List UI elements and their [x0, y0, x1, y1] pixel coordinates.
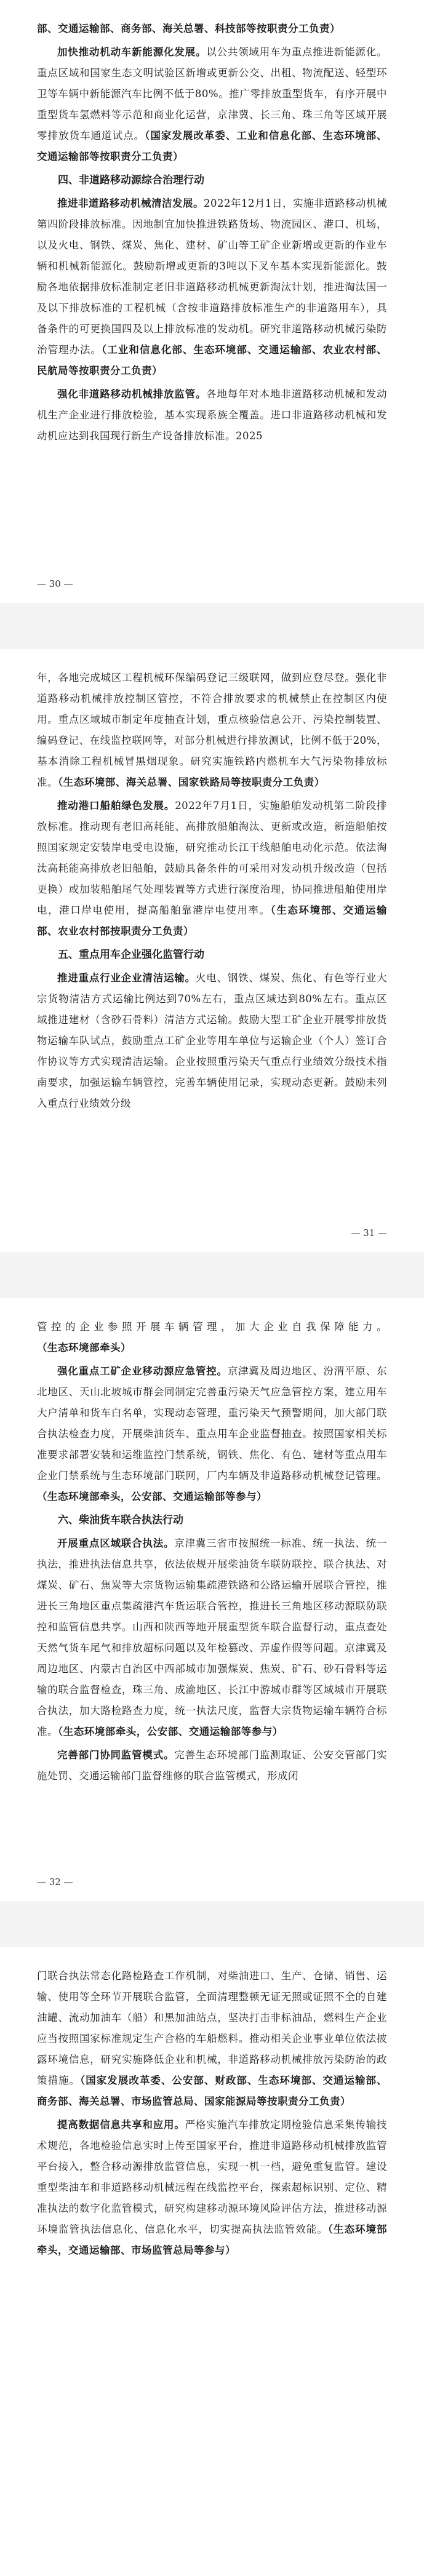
paragraph-lead: 强化重点工矿企业移动源应急管控。 — [57, 1365, 228, 1377]
page-number: — 30 — — [37, 578, 73, 589]
page-gap — [0, 603, 424, 649]
responsibility-note: 部、交通运输部、商务部、海关总署、科技部等按职责分工负责） — [37, 23, 340, 34]
paragraph — [37, 2115, 387, 2261]
responsibility-note: （生态环境部牵头，交通运输部、市场监管总局等参与） — [37, 2223, 388, 2256]
page-content — [37, 1317, 387, 1789]
paragraph-text: 2022年7月1日，实施船舶发动机第二阶段排放标准。推动现有老旧高耗能、高排放船舶淘汰、更新或改造，新造船舶按照国家规定安装岸电受电设施，研究推动长江干线船舶电动化示范。依法淘汰高耗能高排放老旧船舶，鼓励具备条件的可采用对发动机升级改造（包括更换）或加装船舶尾气处理装置等方式进行深度治理，协同推进船舶使用岸电，港口岸电使用，提高船舶靠港岸电使用率。 — [37, 800, 388, 916]
paragraph — [37, 796, 387, 942]
paragraph-lead: 推进非道路移动机械清洁发展。 — [57, 197, 204, 209]
responsibility-note: （生态环境部、交通运输部、农业农村部按职责分工负责） — [37, 904, 388, 937]
paragraph — [37, 1966, 387, 2112]
page-content — [37, 1966, 387, 2263]
paragraph-lead: 推动港口船舶绿色发展。 — [57, 800, 175, 811]
paragraph-text: 管控的企业参照开展车辆管理，加大企业自我保障能力。 — [37, 1321, 387, 1333]
paragraph-text: 以公共领域用车为重点推进新能源化。重点区域和国家生态文明试验区新增或更新公交、出租、物流配送、轻型环卫等车辆中新能源汽车比例不低于80%。推广零排放重型货车，有序开展中重型货车氢燃料等示范和商业化运营，京津冀、长三角、珠三角等区域开展零排放货车通道试点。 — [37, 46, 388, 142]
paragraph-text: 年，各地完成城区工程机械环保编码登记三级联网，做到应登尽登。强化非道路移动机械排放控制区管控，不符合排放要求的机械禁止在控制区内使用。重点区域城市制定年度抽查计划，重点核验信息公开、污染控制装置、编码登记、在线监控联网等，对部分机械进行排放测试，比例不低于20%，基本消除工程机械冒黑烟现象。研究实施铁路内燃机车大气污染物排放标准。 — [37, 672, 387, 788]
section-heading: 四、非道路移动源综合治理行动 — [58, 174, 204, 186]
page-content — [37, 668, 387, 1117]
responsibility-note: （国家发展改革委、工业和信息化部、生态环境部、交通运输部等按职责分工负责） — [37, 130, 387, 162]
page-gap — [0, 1252, 424, 1298]
paragraph — [37, 384, 387, 447]
paragraph-text: 火电、钢铁、煤炭、焦化、有色等行业大宗货物清洁方式运输比例达到70%左右，重点区域达到80%左右。重点区域推进建材（含砂石骨料）清洁方式运输。鼓励大型工矿企业开展零排放货物运输车队试点，鼓励重点工矿企业等用车单位与运输企业（个人）签订合作协议等方式实现清洁运输。企业按照重污染天气重点行业绩效分级技术指南要求，加强运输车辆管控，完善车辆使用记录，实现动态更新。鼓励未列入重点行业绩效分级 — [37, 972, 388, 1109]
paragraph — [37, 1745, 387, 1787]
paragraph-text: 严格实施汽车排放定期检验信息采集传输技术规范，各地检验信息实时上传至国家平台，推进非道路移动机械排放监管平台接入，整合移动源排放监管信息，实现一机一档，避免重复监管。建设重型柴油车和非道路移动机械远程在线监控平台，探索超标识别、定位、精准执法的数字化监管模式，研究构建移动源环境风险评估方法，推进移动源环境监管执法信息化、信息化水平，切实提高执法监管效能。 — [37, 2119, 388, 2235]
responsibility-note: （国家发展改革委、公安部、财政部、生态环境部、交通运输部、商务部、海关总署、市场监管总局、国家能源局等按职责分工负责） — [37, 2075, 387, 2107]
page-content — [37, 18, 387, 449]
paragraph — [37, 193, 387, 381]
paragraph — [37, 1533, 387, 1742]
document-page-32 — [0, 1298, 424, 1901]
paragraph-lead: 提高数据信息共享和应用。 — [57, 2119, 185, 2131]
paragraph-text: 京津冀三省市按照统一标准、统一执法、统一执法，推进执法信息共享，依法依规开展柴油货车联防联控、联合执法、对煤炭、矿石、焦炭等大宗货物运输集疏港铁路和公路运输开展联合管控，推进长三角地区重点集疏港汽车货运联合管控，推进长三角地区移动源联防联控和监管信息共享。山西和陕西等地开展重型货车联合监督行动，重点查处天然气货车尾气和排放超标问题以及年检篡改、弄虚作假等问题。京津冀及周边地区、内蒙古自治区中西部城市加强煤炭、焦炭、矿石、砂石骨料等运输的联合监督检查，珠三角、成渝地区、长江中游城市群等区域城市开展联合执法，加大路检路查力度，统一执法尺度，监督大宗货物运输车辆符合标准。 — [37, 1537, 388, 1737]
page-gap — [0, 1901, 424, 1947]
paragraph-lead: 开展重点区域联合执法。 — [57, 1537, 175, 1549]
paragraph-lead: 完善部门协同监管模式。 — [57, 1749, 175, 1761]
paragraph-text: 完善生态环境部门监测取证、公安交管部门实施处罚、交通运输部门监督维修的联合监管模式，形成闭 — [37, 1749, 388, 1782]
paragraph-lead: 强化非道路移动机械排放监管。 — [57, 388, 207, 400]
responsibility-note: （工业和信息化部、生态环境部、交通运输部、农业农村部、民航局等按职责分工负责） — [37, 344, 387, 377]
page-number: — 32 — — [37, 1876, 73, 1888]
paragraph-text: 2022年12月1日，实施非道路移动机械第四阶段排放标准。因地制宜加快推进铁路货场、物流园区、港口、机场，以及火电、钢铁、煤炭、焦化、建材、矿山等工矿企业新增或更新的作业车辆和机械新能源化。鼓励新增或更新的3吨以下叉车基本实现新能源化。鼓励各地依据排放标准制定老旧非道路移动机械更新淘汰计划，推进淘汰国一及以下排放标准的工程机械（含按非道路排放标准生产的非道路用车），具备条件的可更换国四及以上排放标准的发动机。研究非道路移动机械污染防治管理办法。 — [37, 197, 387, 356]
paragraph-lead: 推进重点行业企业清洁运输。 — [57, 972, 196, 984]
document-page-30 — [0, 0, 424, 603]
paragraph-text: 各地每年对本地非道路移动机械和发动机生产企业进行排放检验，基本实现系族全覆盖。进口非道路移动机械和发动机应达到我国现行新生产设备排放标准。2025 — [37, 388, 388, 442]
paragraph-text: 京津冀及周边地区、汾渭平原、东北地区、天山北坡城市群会同制定完善重污染天气应急管控方案，建立用车大户清单和货车白名单，实现动态管理，重污染天气预警期间，加大部门联合执法检查力度，开展柴油货车、重点用车企业监督抽查。按照国家相关标准要求部署安装和运维监控门禁系统，钢铁、焦化、有色、建材等重点用车企业门禁系统与生态环境部门联网，厂内车辆及非道路移动机械登记管理。 — [37, 1365, 388, 1481]
responsibility-note: （生态环境部牵头） — [37, 1342, 131, 1354]
section-heading: 六、柴油货车联合执法行动 — [58, 1514, 183, 1526]
paragraph — [37, 1317, 387, 1358]
responsibility-note: （生态环境部牵头，公安部、交通运输部等参与） — [37, 1491, 267, 1502]
document-page-31 — [0, 649, 424, 1252]
section-heading: 五、重点用车企业强化监管行动 — [58, 949, 204, 961]
page-number: — 31 — — [351, 1227, 387, 1238]
paragraph — [37, 1361, 387, 1507]
document-page-33 — [0, 1947, 424, 2576]
paragraph — [37, 668, 387, 793]
paragraph-lead: 加快推动机动车新能源化发展。 — [57, 46, 207, 58]
paragraph — [37, 968, 387, 1114]
responsibility-note: （生态环境部、海关总署、国家铁路局等按职责分工负责） — [58, 776, 325, 788]
paragraph — [37, 42, 387, 167]
paragraph-text: 门联合执法常态化路检路查工作机制，对柴油进口、生产、仓储、销售、运输、使用等全环节开展联合监管，全面清理整顿无证无照或证照不全的自建油罐、流动加油车（船）和黑加油站点，坚决打击非标油品，燃料生产企业应当按照国家标准规定生产合格的车船燃料。推动相关企业事业单位依法披露环境信息，研究实施降低企业和机械，非道路移动机械排放污染防治的政策措施。 — [37, 1970, 387, 2086]
responsibility-note: （生态环境部牵头，公安部、交通运输部等参与） — [58, 1726, 283, 1737]
